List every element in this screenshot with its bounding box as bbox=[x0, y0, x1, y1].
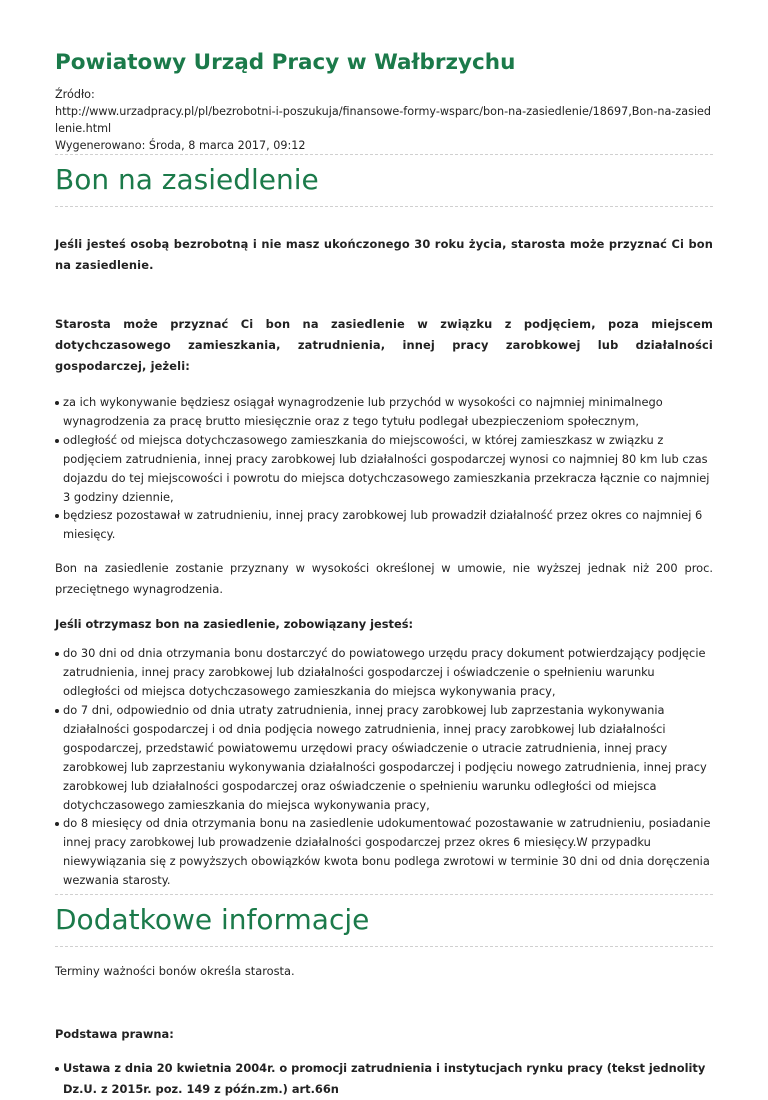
separator bbox=[55, 894, 713, 895]
legal-basis-label: Podstawa prawna: bbox=[55, 1027, 174, 1042]
conditions-intro: Starosta może przyznać Ci bon na zasiedlenie w związku z podjęciem, poza miejscem dotychczasowego zamieszkania, zatrudnienia, innej pracy zarobkowej lub działalności gospodarczej, jeżeli: bbox=[55, 317, 713, 373]
list-item: Ustawa z dnia 20 kwietnia 2004r. o promocji zatrudnienia i instytucjach rynku pracy (tekst jednolity Dz.U. z 2015r. poz. 149 z późn.zm.) art.66n bbox=[55, 1058, 713, 1100]
source-url: http://www.urzadpracy.pl/pl/bezrobotni-i-poszukuja/finansowe-formy-wsparc/bon-na-zasiedlenie/18697,Bon-na-zasiedlenie.html bbox=[55, 105, 712, 135]
obligations-list bbox=[55, 644, 713, 890]
separator bbox=[55, 206, 713, 207]
org-name: Powiatowy Urząd Pracy w Wałbrzychu bbox=[55, 50, 516, 75]
list-item: odległość od miejsca dotychczasowego zamieszkania do miejscowości, w której zamieszkasz w związku z podjęciem zatrudnienia, innej pracy zarobkowej lub działalności gospodarczej wynosi co najmniej 80 km lub czas dojazdu do tej miejscowości i powrotu do miejsca dotychczasowego zamieszkania przekracza łącznie co najmniej 3 godziny dziennie, bbox=[55, 431, 713, 507]
generated-date: Wygenerowano: Środa, 8 marca 2017, 09:12 bbox=[55, 139, 306, 152]
source-label: Źródło: bbox=[55, 88, 95, 101]
section-title-additional: Dodatkowe informacje bbox=[55, 903, 370, 937]
section-title-bon: Bon na zasiedlenie bbox=[55, 163, 319, 196]
legal-basis-list bbox=[55, 1058, 713, 1100]
terms-paragraph: Terminy ważności bonów określa starosta. bbox=[55, 964, 295, 979]
source-meta bbox=[55, 86, 713, 154]
list-item: do 7 dni, odpowiednio od dnia utraty zatrudnienia, innej pracy zarobkowej lub zaprzestania wykonywania działalności gospodarczej i od dnia podjęcia nowego zatrudnienia, innej pracy zarobkowej lub działalności gospodarczej, przedstawić powiatowemu urzędowi pracy oświadczenie o utracie zatrudnienia, innej pracy zarobkowej lub zaprzestaniu wykonywania działalności gospodarczej i podjęciu nowego zatrudnienia, innej pracy zarobkowej lub działalności gospodarczej oraz oświadczenie o spełnieniu warunku odległości od miejsca dotychczasowego zamieszkania do miejsca wykonywania pracy, bbox=[55, 701, 713, 814]
list-item: do 30 dni od dnia otrzymania bonu dostarczyć do powiatowego urzędu pracy dokument potwierdzający podjęcie zatrudnienia, innej pracy zarobkowej lub działalności gospodarczej i oświadczenie o spełnieniu warunku odległości od miejsca dotychczasowego zamieszkania do miejsca wykonywania pracy, bbox=[55, 644, 713, 701]
amount-paragraph: Bon na zasiedlenie zostanie przyznany w wysokości określonej w umowie, nie wyższej jednak niż 200 proc. przeciętnego wynagrodzenia. bbox=[55, 561, 713, 597]
lead-paragraph: Jeśli jesteś osobą bezrobotną i nie masz ukończonego 30 roku życia, starosta może przyznać Ci bon na zasiedlenie. bbox=[55, 237, 713, 272]
list-item: będziesz pozostawał w zatrudnieniu, innej pracy zarobkowej lub prowadził działalność przez okres co najmniej 6 miesięcy. bbox=[55, 506, 713, 544]
list-item: do 8 miesięcy od dnia otrzymania bonu na zasiedlenie udokumentować pozostawanie w zatrudnieniu, posiadanie innej pracy zarobkowej lub prowadzenie działalności gospodarczej przez okres 6 miesięcy.W przypadku niewywiązania się z powyższych obowiązków kwota bonu podlega zwrotowi w terminie 30 dni od dnia doręczenia wezwania starosty. bbox=[55, 814, 713, 890]
list-item: za ich wykonywanie będziesz osiągał wynagrodzenie lub przychód w wysokości co najmniej minimalnego wynagrodzenia za pracę brutto miesięcznie oraz z tego tytułu podlegał ubezpieczeniom społecznym, bbox=[55, 393, 713, 431]
conditions-list bbox=[55, 393, 713, 544]
obligations-intro: Jeśli otrzymasz bon na zasiedlenie, zobowiązany jesteś: bbox=[55, 617, 414, 632]
separator bbox=[55, 946, 713, 947]
separator bbox=[55, 154, 713, 155]
